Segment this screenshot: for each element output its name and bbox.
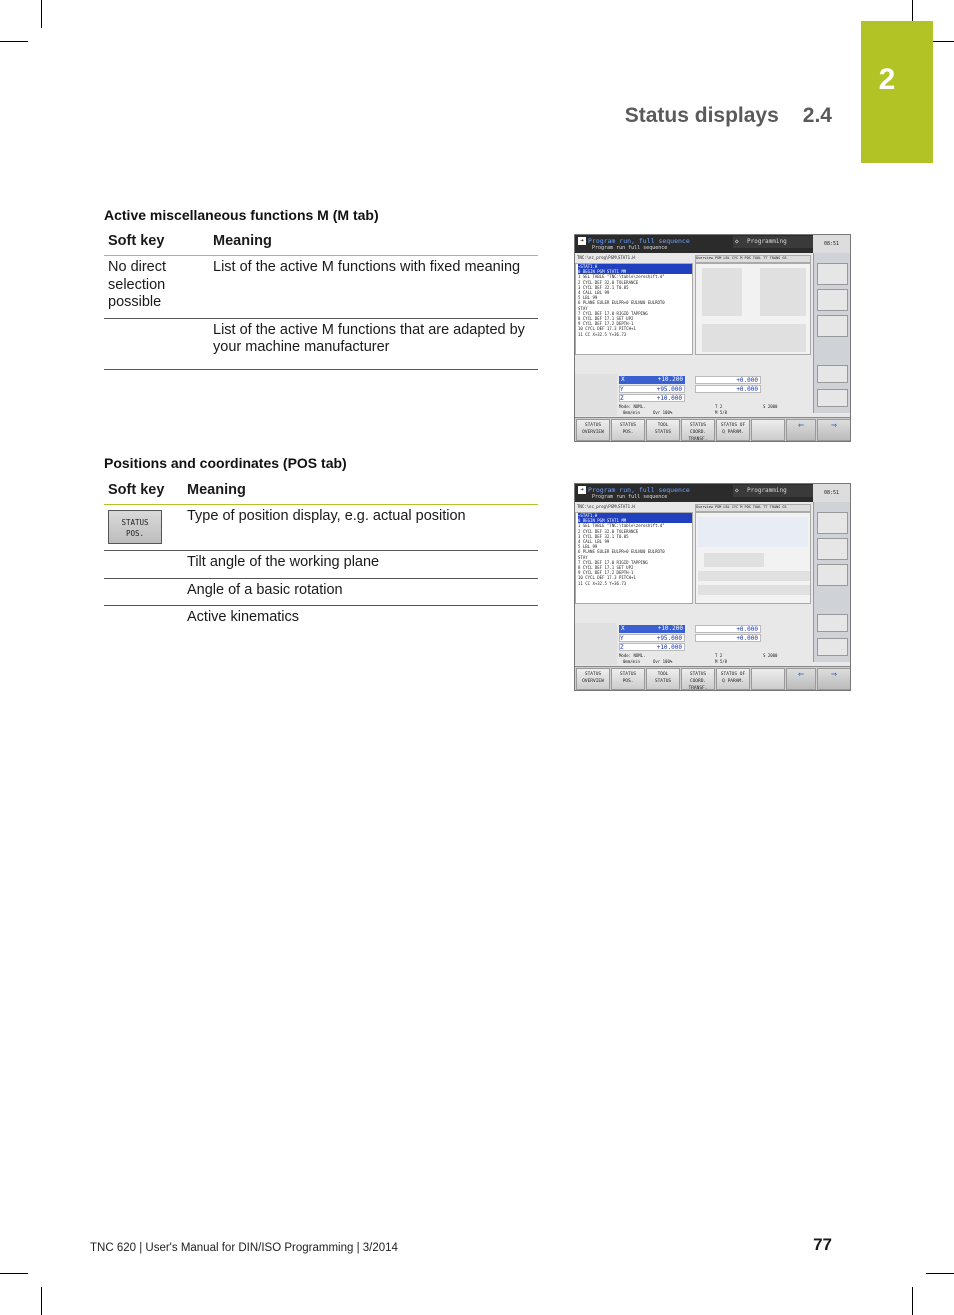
feed-icon [817,638,848,656]
spindle-icon [817,512,848,534]
left-buttons [575,623,617,665]
forward-arrow-icon[interactable]: ⇒ [817,668,851,690]
status-overview-softkey[interactable]: STATUS OVERVIEW [576,668,610,690]
table-row [104,578,538,606]
softkey-bar [575,417,851,441]
override-icon [817,365,848,383]
section-header [625,104,832,128]
screenshot-m-tab [574,234,851,442]
crop-mark [41,1287,42,1315]
col-softkey: Soft key [104,230,209,256]
program-listing: →STAT1.H 0 BEGIN PGM STAT1 MM 1 SEL TABLE "TNC:\table\zeroshift.d" 2 CYCL DEF 32.0 TOLERANCE 3 CYCL DEF 32.1 T0.05 4 CALL LBL 99 5 LBL 99 6 PLANE EULER EULPR+0 EULNU0 EULROT0 STAY 7 CYCL DEF 17.0 RIGID TAPPING 8 CYCL DEF 17.1 SET UP2 9 CYCL DEF 17.2 DEPTH-1 10 CYCL DEF 17.3 PITCH+1 11 CC X+32.5 Y+36.73 [575,263,693,355]
feed-icon [817,389,848,407]
status-area-pos [695,512,811,604]
tool-icon [817,289,848,311]
crop-mark [912,1287,913,1315]
screen-title: Program run, full sequence [588,486,690,494]
empty-softkey[interactable] [751,668,785,690]
col-meaning: Meaning [183,479,538,505]
left-buttons [575,374,617,416]
meaning-cell: List of the active M functions with fixed meaning [209,256,538,319]
back-arrow-icon[interactable]: ⇐ [786,419,816,441]
override-icon [817,614,848,632]
tool-status-softkey[interactable]: TOOL STATUS [646,668,680,690]
meaning-cell: Active kinematics [187,609,300,625]
empty-softkey[interactable] [751,419,785,441]
table-row [104,318,538,369]
forward-arrow-icon[interactable]: ⇒ [817,419,851,441]
crop-mark [0,1273,28,1274]
screen-clock: 08:51 [813,484,850,502]
screen-subtitle: Program run full sequence [592,245,668,251]
col-softkey: Soft key [104,479,183,505]
status-pos-softkey[interactable]: STATUS POS. [611,419,645,441]
m-functions-table [104,230,538,370]
screen-titlebar [575,235,815,253]
softkey-bar [575,666,851,690]
crop-mark [41,0,42,28]
screen-subtitle: Program run full sequence [592,494,668,500]
status-q-param-softkey[interactable]: STATUS OF Q PARAM. [716,419,750,441]
pos-table [104,479,538,633]
programming-mode: ◇ Programming [733,485,815,497]
section-number: 2.4 [802,104,832,127]
status-pos-softkey[interactable]: STATUS POS. [611,668,645,690]
softkey-cell: No direct selection possible [104,256,209,319]
arrow-icon: ➔ [578,486,586,494]
coordinate-display: X +10.200 +0.000 Y +95.000 +0.000 Z +10.000 Mode: NOML. T 2 S 2000 0mm/min Ovr 100% M 5/8 [619,625,778,664]
table-row [104,505,538,551]
tool-status-softkey[interactable]: TOOL STATUS [646,419,680,441]
program-path: TNC:\nc_prog\PGM\STAT1.H [577,255,635,260]
back-arrow-icon[interactable]: ⇐ [786,668,816,690]
table-row [104,256,538,319]
axis-icon [817,315,848,337]
tool-icon [817,538,848,560]
meaning-cell: Tilt angle of the working plane [183,551,538,579]
arrow-icon: ➔ [578,237,586,245]
status-area-m [695,263,811,355]
screen-clock: 08:51 [813,235,850,253]
section-title: Status displays [624,104,779,127]
footer-text: TNC 620 | User's Manual for DIN/ISO Programming | 3/2014 [90,1242,398,1254]
program-listing: →STAT1.H 0 BEGIN PGM STAT1 MM 1 SEL TABLE "TNC:\table\zeroshift.d" 2 CYCL DEF 32.0 TOLERANCE 3 CYCL DEF 32.1 T0.05 4 CALL LBL 99 5 LBL 99 6 PLANE EULER EULPR+0 EULNU0 EULROT0 STAY 7 CYCL DEF 17.0 RIGID TAPPING 8 CYCL DEF 17.1 SET UP2 9 CYCL DEF 17.2 DEPTH-1 10 CYCL DEF 17.3 PITCH+1 11 CC X+32.5 Y+36.73 [575,512,693,604]
crop-mark [0,41,28,42]
programming-mode: ◇ Programming [733,236,815,248]
program-path: TNC:\nc_prog\PGM\STAT1.H [577,504,635,509]
status-tabs[interactable]: Overview PGM LBL CYC M POS TOOL TT TRANS GS [695,255,811,263]
axis-icon [817,564,848,586]
table-row [104,551,538,579]
right-panel [813,253,850,413]
chapter-number: 2 [878,63,896,96]
softkey-cell [104,505,183,551]
softkey-cell [104,318,209,369]
status-q-param-softkey[interactable]: STATUS OF Q PARAM. [716,668,750,690]
screenshot-pos-tab [574,483,851,691]
chapter-tab [861,21,933,163]
section-m-heading: Active miscellaneous functions M (M tab) [104,207,379,223]
status-pos-softkey[interactable]: STATUS POS. [108,510,162,544]
right-panel [813,502,850,662]
status-overview-softkey[interactable]: STATUS OVERVIEW [576,419,610,441]
table-row [104,606,538,633]
status-tabs[interactable]: Overview PGM LBL CYC M POS TOOL TT TRANS GS [695,504,811,512]
crop-mark [926,1273,954,1274]
coordinate-display: X +10.200 +0.000 Y +95.000 +0.000 Z +10.000 Mode: NOML. T 2 S 2000 0mm/min Ovr 100% M 5/8 [619,376,778,415]
screen-title: Program run, full sequence [588,237,690,245]
status-coord-transf-softkey[interactable]: STATUS COORD. TRANSF. [681,419,715,441]
screen-titlebar [575,484,815,502]
meaning-cell: Type of position display, e.g. actual position [183,505,538,551]
page-number: 77 [813,1235,832,1254]
meaning-cell: List of the active M functions that are adapted by your machine manufacturer [209,318,538,369]
col-meaning: Meaning [209,230,538,256]
meaning-cell: Angle of a basic rotation [183,578,538,606]
section-pos-heading: Positions and coordinates (POS tab) [104,455,347,471]
spindle-icon [817,263,848,285]
status-coord-transf-softkey[interactable]: STATUS COORD. TRANSF. [681,668,715,690]
